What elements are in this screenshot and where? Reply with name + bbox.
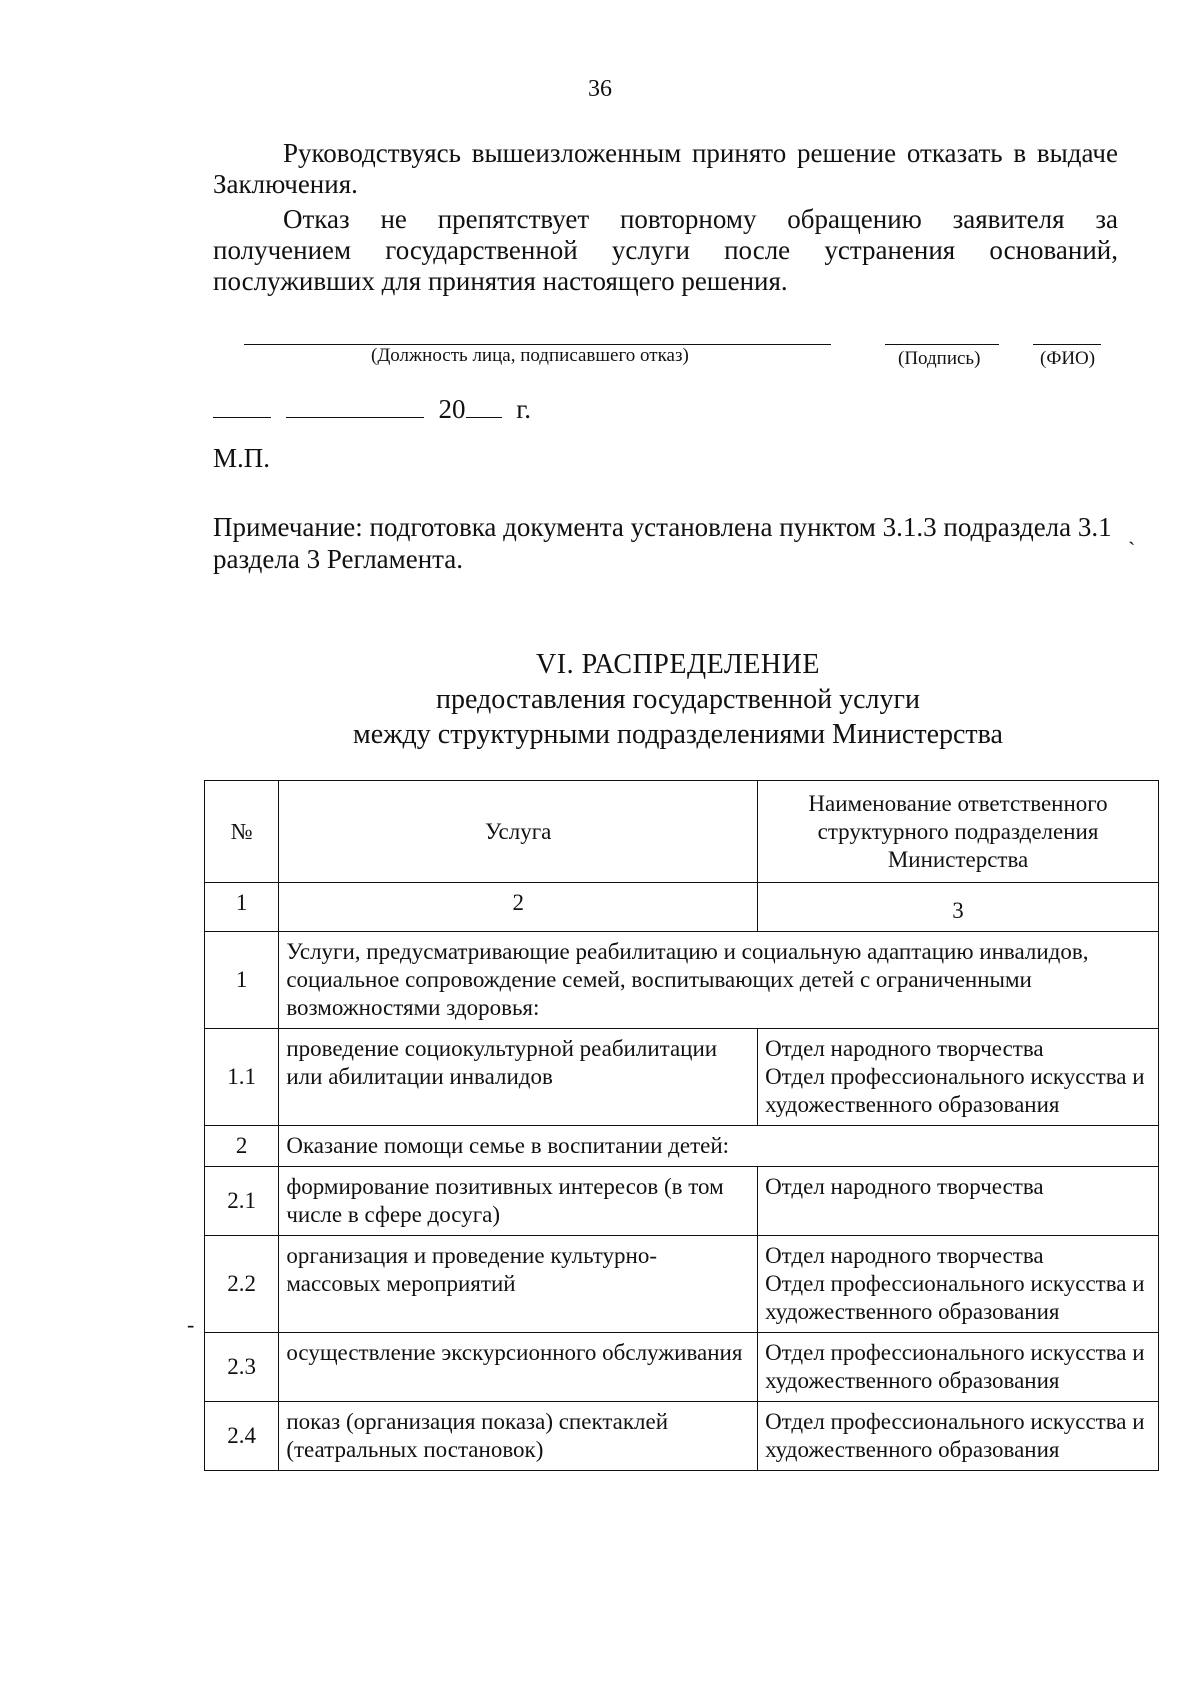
date-line	[213, 393, 531, 425]
signature-caption: (Подпись)	[898, 348, 981, 369]
table-header-row	[205, 781, 1159, 883]
month-blank	[286, 393, 424, 418]
row-service: Оказание помощи семье в воспитании детей:	[279, 1126, 1159, 1167]
row-service: организация и проведение культурно-массовых мероприятий	[279, 1236, 758, 1333]
margin-dash: -	[187, 1312, 195, 1337]
table-row	[205, 1167, 1159, 1236]
row-service: показ (организация показа) спектаклей (театральных постановок)	[279, 1402, 758, 1471]
stray-mark: `	[1128, 537, 1136, 562]
distribution-table	[204, 780, 1159, 1471]
stamp-label: М.П.	[213, 443, 271, 473]
table-body	[205, 932, 1159, 1471]
row-service: проведение социокультурной реабилитации или абилитации инвалидов	[279, 1029, 758, 1126]
year-prefix: 20	[438, 394, 466, 424]
name-caption: (ФИО)	[1040, 348, 1096, 369]
day-blank	[213, 393, 271, 418]
name-line	[1033, 344, 1101, 345]
header-service: Услуга	[279, 781, 758, 883]
row-number: 1.1	[205, 1029, 279, 1126]
column-number-1: 1	[205, 883, 279, 932]
section-title: VI. РАСПРЕДЕЛЕНИЕ	[536, 649, 820, 680]
row-department	[758, 1236, 1159, 1333]
header-number: №	[205, 781, 279, 883]
row-department	[758, 1402, 1159, 1471]
row-number: 2.2	[205, 1236, 279, 1333]
section-subtitle-2: между структурными подразделениями Министерства	[353, 719, 1003, 750]
department-name: Отдел профессионального искусства и художественного образования	[765, 1409, 1145, 1462]
department-name: Отдел профессионального искусства и художественного образования	[765, 1064, 1145, 1117]
row-number: 2	[205, 1126, 279, 1167]
paragraph-decision: Руководствуясь вышеизложенным принято решение отказать в выдаче Заключения.	[213, 138, 1118, 199]
column-number-2: 2	[279, 883, 758, 932]
table-row	[205, 1126, 1159, 1167]
row-number: 2.3	[205, 1333, 279, 1402]
section-heading	[213, 647, 1143, 752]
signature-line	[885, 344, 999, 345]
table-row	[205, 932, 1159, 1029]
row-number: 1	[205, 932, 279, 1029]
year-suffix: г.	[516, 394, 532, 424]
row-department	[758, 1029, 1159, 1126]
row-number: 2.1	[205, 1167, 279, 1236]
department-name: Отдел народного творчества	[765, 1174, 1044, 1199]
row-service: осуществление экскурсионного обслуживания	[279, 1333, 758, 1402]
table-column-number-row	[205, 883, 1159, 932]
row-service: Услуги, предусматривающие реабилитацию и социальную адаптацию инвалидов, социальное сопровождение семей, воспитывающих детей с ограниченными возможностями здоровья:	[279, 932, 1159, 1029]
header-department: Наименование ответственного структурного подразделения Министерства	[758, 781, 1159, 883]
department-name: Отдел народного творчества	[765, 1036, 1044, 1061]
row-department	[758, 1333, 1159, 1402]
section-subtitle-1: предоставления государственной услуги	[436, 684, 920, 715]
table-row	[205, 1236, 1159, 1333]
year-blank	[466, 393, 502, 418]
department-name: Отдел профессионального искусства и художественного образования	[765, 1340, 1145, 1393]
table-row	[205, 1029, 1159, 1126]
column-number-3: 3	[758, 883, 1159, 932]
row-number: 2.4	[205, 1402, 279, 1471]
row-service: формирование позитивных интересов (в том числе в сфере досуга)	[279, 1167, 758, 1236]
page-number: 36	[588, 76, 612, 102]
note: Примечание: подготовка документа установлена пунктом 3.1.3 подраздела 3.1 раздела 3 Регламента.	[213, 512, 1112, 574]
position-caption: (Должность лица, подписавшего отказ)	[371, 345, 689, 366]
table-row	[205, 1402, 1159, 1471]
row-department	[758, 1167, 1159, 1236]
table-row	[205, 1333, 1159, 1402]
department-name: Отдел профессионального искусства и художественного образования	[765, 1271, 1145, 1324]
paragraph-refusal: Отказ не препятствует повторному обращению заявителя за получением государственной услуги после устранения оснований, послуживших для принятия настоящего решения.	[213, 204, 1118, 296]
department-name: Отдел народного творчества	[765, 1243, 1044, 1268]
